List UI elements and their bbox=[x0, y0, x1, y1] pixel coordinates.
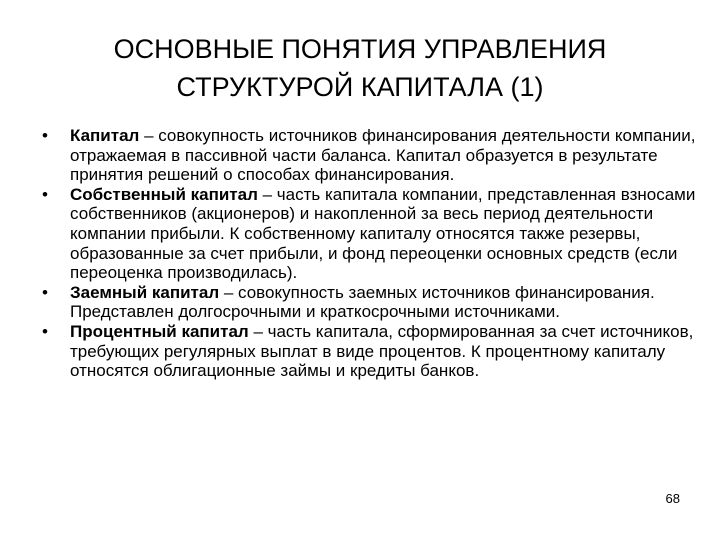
bullet-term: Капитал bbox=[70, 126, 140, 145]
bullet-item-debt bbox=[40, 283, 700, 322]
bullet-list bbox=[40, 126, 700, 381]
bullet-icon: • bbox=[42, 321, 48, 341]
bullet-text: – совокупность заемных источников финансирования. Представлен долгосрочными и краткосрочными источниками. bbox=[70, 282, 655, 322]
bullet-item-equity bbox=[40, 185, 700, 283]
bullet-icon: • bbox=[42, 282, 48, 302]
bullet-term: Заемный капитал bbox=[70, 282, 220, 302]
bullet-term: Процентный капитал bbox=[70, 321, 249, 341]
bullet-icon: • bbox=[42, 184, 48, 204]
bullet-term: Собственный капитал bbox=[70, 184, 258, 204]
slide-title-line-1: ОСНОВНЫЕ ПОНЯТИЯ УПРАВЛЕНИЯ bbox=[113, 34, 607, 64]
bullet-item-interest-capital bbox=[40, 322, 700, 381]
bullet-text: – совокупность источников финансирования деятельности компании, отражаемая в пассивной части баланса. Капитал образуется в результате принятия решений о способах финансирования. bbox=[70, 126, 696, 185]
bullet-item-capital bbox=[40, 126, 700, 185]
bullet-icon: • bbox=[42, 126, 48, 145]
slide-title-line-2: СТРУКТУРОЙ КАПИТАЛА (1) bbox=[176, 72, 544, 102]
page-number: 68 bbox=[665, 491, 680, 506]
bullet-text: – часть капитала компании, представленная взносами собственников (акционеров) и накопленной за весь период деятельности компании прибыли. К собственному капиталу относятся также резервы, образованные за счет прибыли, и фонд переоценки основных средств (если переоценка производилась). bbox=[70, 184, 696, 283]
bullet-text: – часть капитала, сформированная за счет источников, требующих регулярных выплат в виде процентов. К процентному капиталу относятся облигационные займы и кредиты банков. bbox=[70, 321, 694, 381]
slide-title bbox=[60, 30, 660, 106]
